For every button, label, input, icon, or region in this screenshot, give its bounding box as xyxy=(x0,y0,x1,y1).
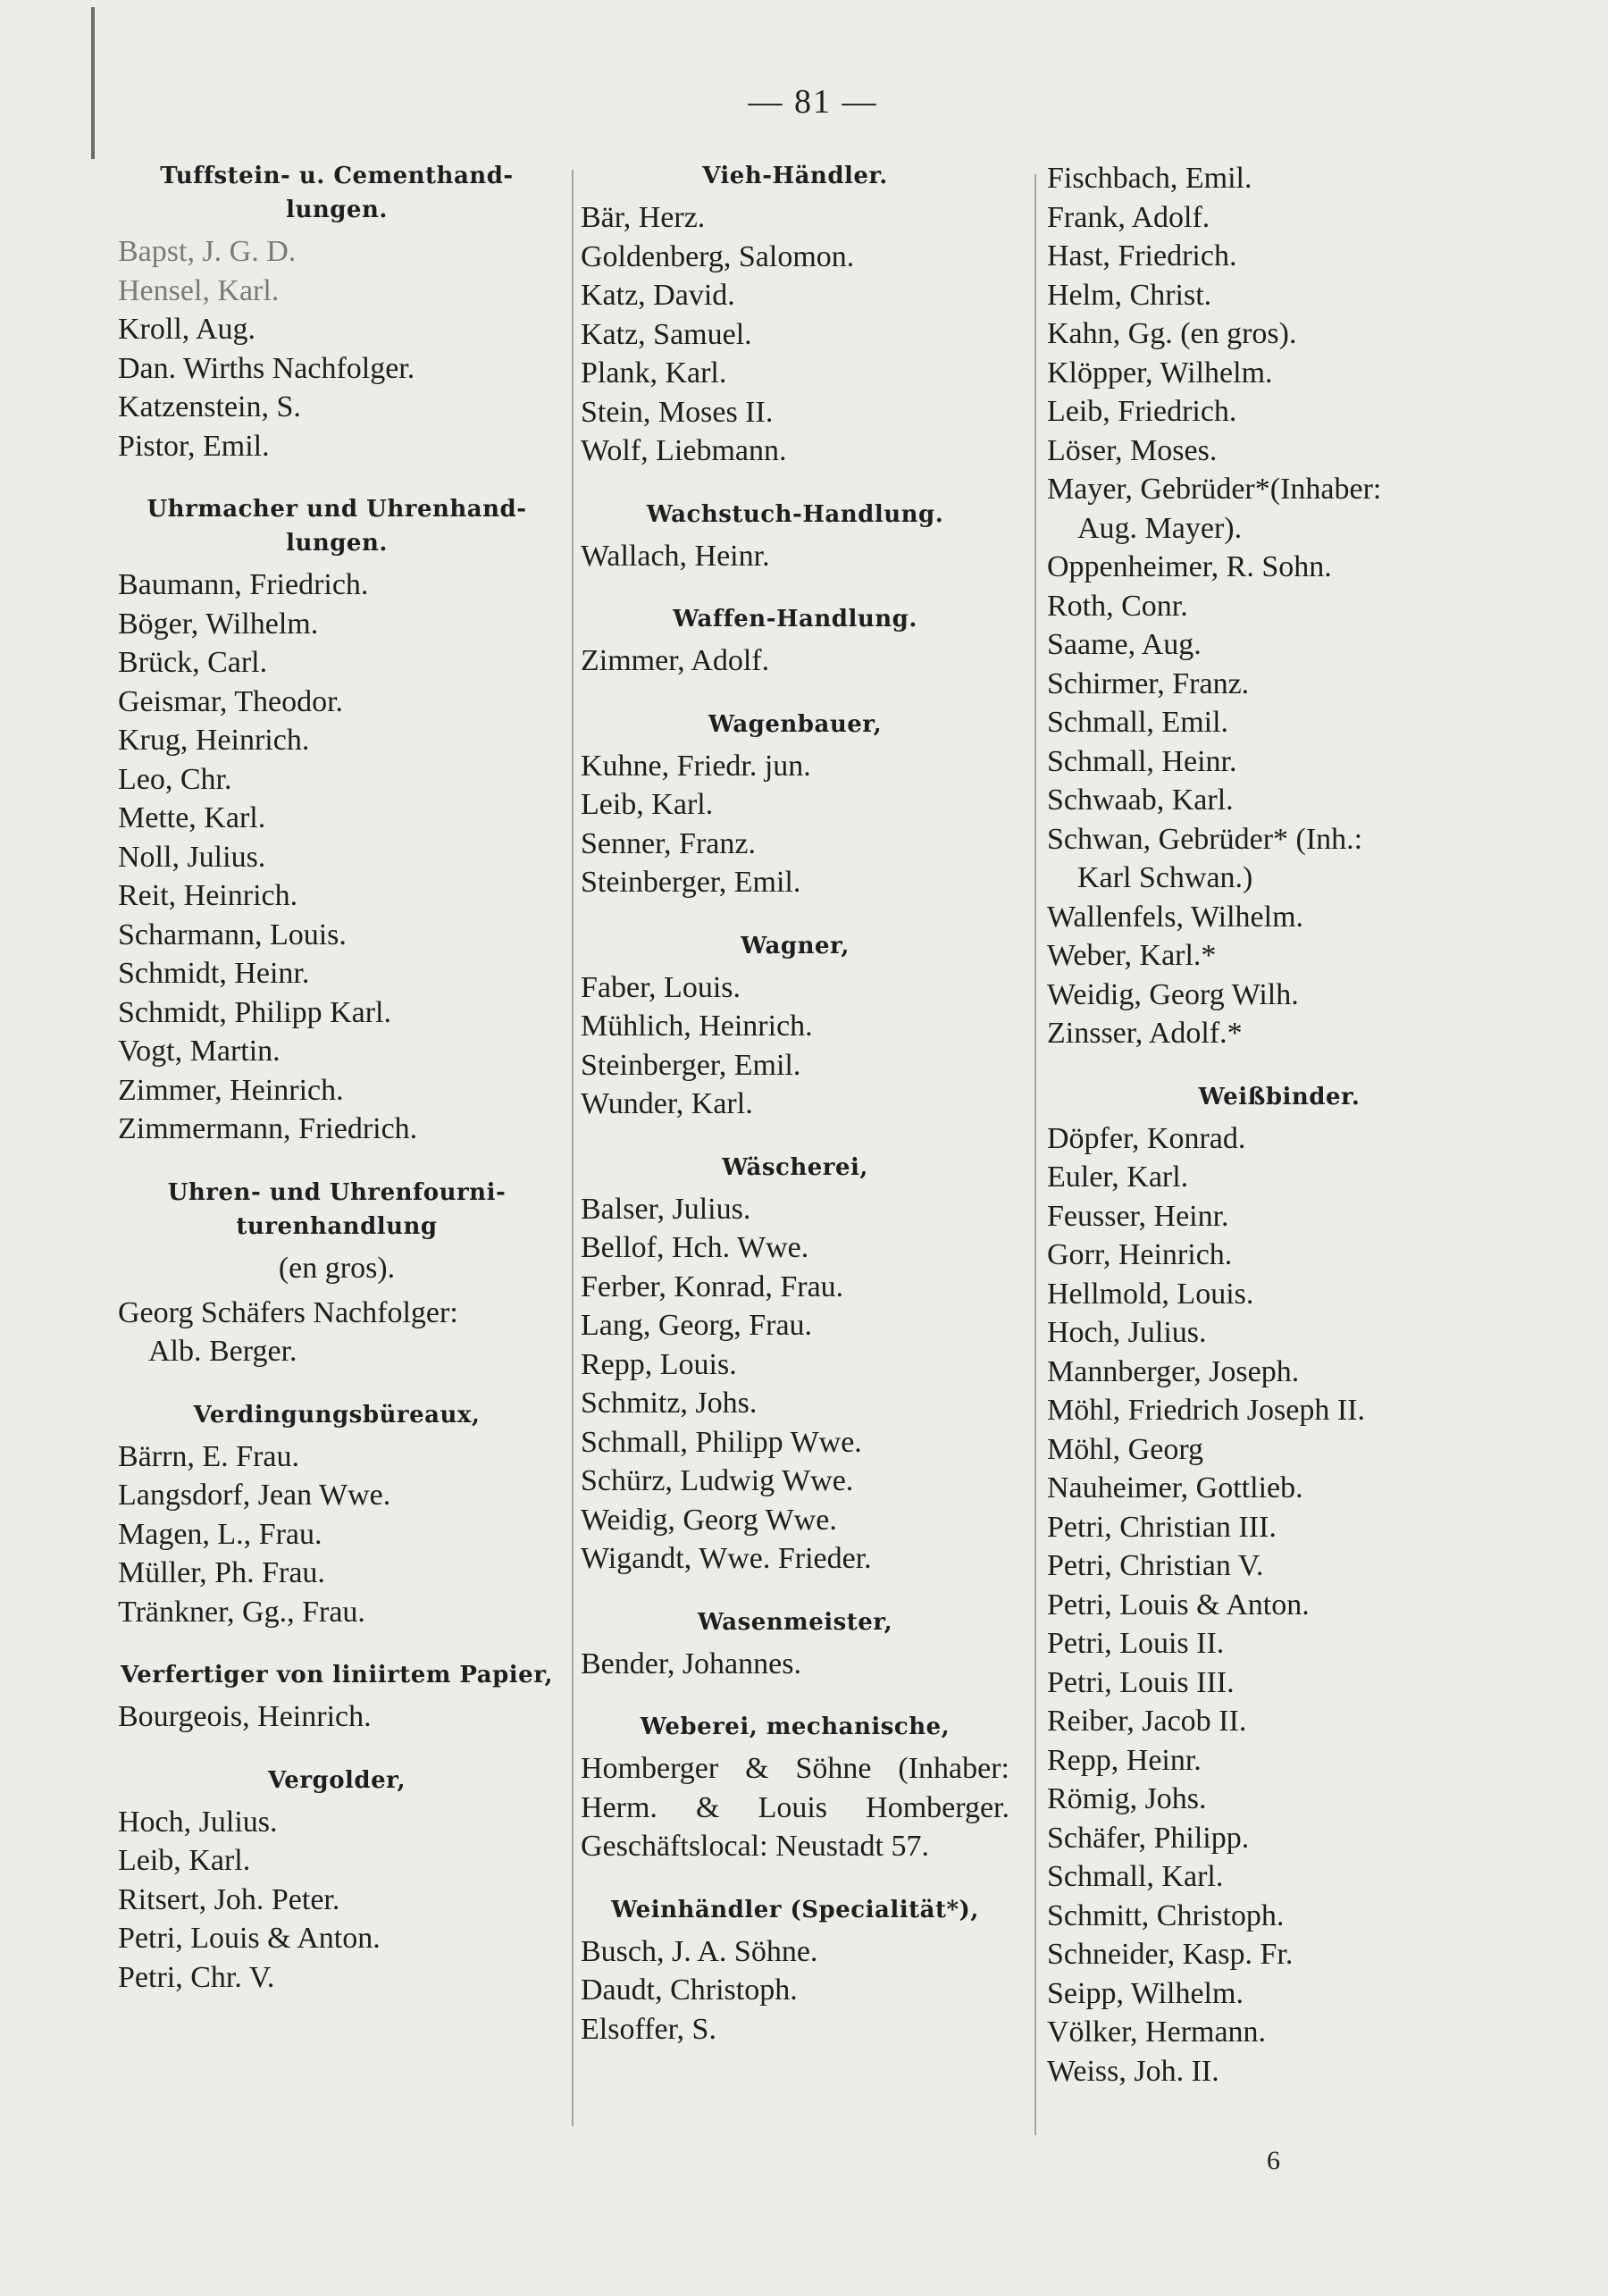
list-item: Busch, J. A. Söhne. xyxy=(581,1934,818,1968)
list-item: Aug. Mayer). xyxy=(1077,511,1243,545)
list-item: Brück, Carl. xyxy=(118,646,268,679)
entry-list xyxy=(581,198,1009,471)
list-item: Helm, Christ. xyxy=(1047,278,1212,312)
section-heading: Wasenmeister, xyxy=(697,1608,893,1636)
list-item: Reit, Heinrich. xyxy=(118,879,298,912)
list-item: Weidig, Georg Wilh. xyxy=(1047,977,1299,1011)
list-item: Frank, Adolf. xyxy=(1047,200,1210,234)
entry-list xyxy=(118,566,556,1149)
entry-list xyxy=(118,1294,556,1371)
list-item: Katzenstein, S. xyxy=(118,390,301,423)
page-edge-shadow xyxy=(91,7,95,159)
list-item: Schmitt, Christoph. xyxy=(1047,1898,1285,1932)
section-uhrmacher xyxy=(118,492,556,1149)
list-item: Schmidt, Philipp Karl. xyxy=(118,995,391,1029)
list-item: Petri, Louis II. xyxy=(1047,1627,1225,1660)
list-item: Mannberger, Joseph. xyxy=(1047,1354,1300,1388)
section-heading: Tuffstein- u. Cementhand-lungen. xyxy=(160,163,514,223)
list-item: Bender, Johannes. xyxy=(581,1647,801,1680)
column-rule-left xyxy=(572,170,574,2126)
list-item: Katz, David. xyxy=(581,279,735,312)
list-item: Petri, Chr. V. xyxy=(118,1960,275,1994)
section-heading: Vergolder, xyxy=(267,1766,406,1794)
list-item: Baumann, Friedrich. xyxy=(118,568,369,601)
section-wagner xyxy=(581,929,1009,1124)
section-weinhaendler-continued xyxy=(1047,159,1512,1053)
section-wagenbauer xyxy=(581,708,1009,902)
list-item: Steinberger, Emil. xyxy=(581,1048,801,1082)
list-item: Bourgeois, Heinrich. xyxy=(118,1700,372,1733)
list-item: Alb. Berger. xyxy=(148,1335,297,1368)
list-item: Reiber, Jacob II. xyxy=(1047,1705,1247,1738)
section-heading: Wagner, xyxy=(741,932,850,959)
list-item: Böger, Wilhelm. xyxy=(118,607,319,641)
list-item: Schmall, Philipp Wwe. xyxy=(581,1425,862,1459)
section-heading: Weißbinder. xyxy=(1198,1083,1361,1110)
section-weberei xyxy=(581,1710,1009,1866)
list-item: Leib, Karl. xyxy=(581,788,714,821)
list-item: Karl Schwan.) xyxy=(1077,861,1253,894)
list-item: Gorr, Heinrich. xyxy=(1047,1238,1233,1271)
list-item: Euler, Karl. xyxy=(1047,1161,1189,1194)
list-item: Ritsert, Joh. Peter. xyxy=(118,1882,340,1916)
list-item: Daudt, Christoph. xyxy=(581,1973,798,2007)
entry-list xyxy=(581,1749,1009,1866)
signature-mark: 6 xyxy=(1267,2146,1280,2175)
section-heading: Uhren- und Uhrenfourni-turenhandlung xyxy=(167,1178,507,1240)
list-item: Möhl, Georg xyxy=(1047,1432,1204,1466)
list-item: Steinberger, Emil. xyxy=(581,866,801,899)
list-item: Schwaab, Karl. xyxy=(1047,783,1234,817)
list-item: Leib, Karl. xyxy=(118,1844,251,1877)
list-item: Petri, Christian V. xyxy=(1047,1549,1264,1582)
list-item: Balser, Julius. xyxy=(581,1192,751,1226)
list-item: Petri, Christian III. xyxy=(1047,1510,1277,1544)
list-item: Saame, Aug. xyxy=(1047,628,1202,661)
list-item: Stein, Moses II. xyxy=(581,395,774,429)
list-item: Geismar, Theodor. xyxy=(118,684,344,718)
list-item: Schmall, Emil. xyxy=(1047,706,1229,739)
list-item: Homberger & Söhne (Inhaber: Herm. & Louis Homberger. Geschäftslocal: Neustadt 57. xyxy=(581,1752,1009,1863)
entry-list xyxy=(118,232,556,465)
list-item: Hast, Friedrich. xyxy=(1047,239,1237,272)
entry-list xyxy=(118,1697,556,1737)
list-item: Wallenfels, Wilhelm. xyxy=(1047,900,1304,934)
list-item: Langsdorf, Jean Wwe. xyxy=(118,1479,391,1512)
section-verdingungsbureaux xyxy=(118,1398,556,1632)
section-weissbinder xyxy=(1047,1080,1512,2091)
list-item: Mühlich, Heinrich. xyxy=(581,1010,813,1043)
list-item: Zimmer, Adolf. xyxy=(581,644,770,677)
list-item: Hellmold, Louis. xyxy=(1047,1277,1254,1311)
section-heading: Wäscherei, xyxy=(722,1153,868,1181)
list-item: Zimmer, Heinrich. xyxy=(118,1073,344,1107)
list-item: Weiss, Joh. II. xyxy=(1047,2054,1219,2088)
list-item: Magen, L., Frau. xyxy=(118,1517,322,1551)
list-item: Schwan, Gebrüder* (Inh.: xyxy=(1047,822,1363,856)
entry-list xyxy=(581,537,1009,576)
list-item: Bellof, Hch. Wwe. xyxy=(581,1231,809,1264)
section-heading: Vieh-Händler. xyxy=(702,163,888,189)
list-item: Zimmermann, Friedrich. xyxy=(118,1112,418,1145)
list-item: Römig, Johs. xyxy=(1047,1782,1207,1815)
list-item: Senner, Franz. xyxy=(581,826,756,860)
section-heading: Weberei, mechanische, xyxy=(640,1714,951,1740)
list-item: Krug, Heinrich. xyxy=(118,724,310,757)
list-item: Noll, Julius. xyxy=(118,840,266,874)
section-note: (en gros). xyxy=(278,1251,396,1285)
entry-list xyxy=(581,1932,1009,2049)
section-waffen xyxy=(581,602,1009,681)
list-item: Faber, Louis. xyxy=(581,970,741,1004)
entry-list xyxy=(581,641,1009,681)
list-item: Ferber, Konrad, Frau. xyxy=(581,1270,844,1303)
list-item: Wigandt, Wwe. Frieder. xyxy=(581,1542,872,1575)
list-item: Schmitz, Johs. xyxy=(581,1387,758,1420)
section-vergolder xyxy=(118,1764,556,1998)
list-item: Schirmer, Franz. xyxy=(1047,666,1250,700)
column-rule-right xyxy=(1034,174,1036,2135)
list-item: Repp, Heinr. xyxy=(1047,1743,1202,1777)
list-item: Katz, Samuel. xyxy=(581,317,752,351)
list-item: Pistor, Emil. xyxy=(118,429,270,463)
list-item: Petri, Louis & Anton. xyxy=(118,1922,381,1955)
list-item: Mayer, Gebrüder*(Inhaber: xyxy=(1047,473,1382,506)
section-waescherei xyxy=(581,1151,1009,1579)
section-heading: Wachstuch-Handlung. xyxy=(646,500,944,528)
section-heading: Weinhändler (Specialität*), xyxy=(611,1896,979,1923)
directory-column-2 xyxy=(581,159,1009,2075)
list-item: Repp, Louis. xyxy=(581,1347,737,1381)
list-item: Mette, Karl. xyxy=(118,801,266,834)
list-item: Leib, Friedrich. xyxy=(1047,395,1237,428)
entry-list xyxy=(118,1437,556,1632)
list-item: Petri, Louis III. xyxy=(1047,1665,1235,1699)
entry-list xyxy=(581,968,1009,1124)
section-vieh-haendler xyxy=(581,159,1009,471)
section-wachstuch xyxy=(581,498,1009,576)
page-number: — 81 — xyxy=(748,83,878,121)
list-item: Lang, Georg, Frau. xyxy=(581,1309,813,1342)
entry-list xyxy=(1047,159,1512,1053)
list-item: Dan. Wirths Nachfolger. xyxy=(118,351,415,385)
list-item: Hoch, Julius. xyxy=(118,1805,278,1839)
list-item: Bapst, J. G. D. xyxy=(118,235,297,268)
list-item: Petri, Louis & Anton. xyxy=(1047,1588,1310,1621)
list-item: Schäfer, Philipp. xyxy=(1047,1821,1250,1855)
list-item: Völker, Hermann. xyxy=(1047,2015,1267,2049)
list-item: Zinsser, Adolf.* xyxy=(1047,1017,1243,1050)
list-item: Fischbach, Emil. xyxy=(1047,162,1252,195)
list-item: Klöpper, Wilhelm. xyxy=(1047,356,1273,390)
list-item: Schmidt, Heinr. xyxy=(118,957,310,990)
list-item: Löser, Moses. xyxy=(1047,433,1218,467)
section-heading: Uhrmacher und Uhrenhand-lungen. xyxy=(147,496,527,557)
list-item: Oppenheimer, R. Sohn. xyxy=(1047,550,1332,583)
list-item: Schürz, Ludwig Wwe. xyxy=(581,1464,854,1497)
list-item: Nauheimer, Gottlieb. xyxy=(1047,1471,1303,1504)
entry-list xyxy=(1047,1119,1512,2091)
list-item: Wallach, Heinr. xyxy=(581,539,770,573)
list-item: Bär, Herz. xyxy=(581,201,706,234)
section-heading: Verdingungsbüreaux, xyxy=(193,1401,481,1429)
section-heading: Waffen-Handlung. xyxy=(673,606,917,633)
list-item: Weidig, Georg Wwe. xyxy=(581,1503,837,1537)
list-item: Plank, Karl. xyxy=(581,356,727,390)
list-item: Schneider, Kasp. Fr. xyxy=(1047,1938,1294,1971)
list-item: Roth, Conr. xyxy=(1047,589,1188,623)
list-item: Müller, Ph. Frau. xyxy=(118,1556,325,1589)
directory-column-1 xyxy=(118,159,556,2024)
list-item: Schmall, Heinr. xyxy=(1047,744,1237,778)
entry-list xyxy=(118,1803,556,1998)
list-item: Möhl, Friedrich Joseph II. xyxy=(1047,1394,1366,1427)
list-item: Weber, Karl.* xyxy=(1047,939,1217,972)
section-tuffstein xyxy=(118,159,556,465)
section-uhren-fournituren xyxy=(118,1176,556,1371)
list-item: Wolf, Liebmann. xyxy=(581,434,787,467)
entry-list xyxy=(581,1190,1009,1579)
list-item: Georg Schäfers Nachfolger: xyxy=(118,1295,458,1329)
list-item: Seipp, Wilhelm. xyxy=(1047,1976,1244,2010)
list-item: Hensel, Karl. xyxy=(118,273,280,307)
directory-column-3 xyxy=(1047,159,1512,2117)
entry-list xyxy=(581,1645,1009,1684)
list-item: Goldenberg, Salomon. xyxy=(581,239,855,273)
list-item: Elsoffer, S. xyxy=(581,2012,716,2046)
entry-list xyxy=(581,747,1009,902)
list-item: Vogt, Martin. xyxy=(118,1035,281,1068)
list-item: Kroll, Aug. xyxy=(118,313,255,346)
section-liniirtes-papier xyxy=(118,1658,556,1737)
list-item: Wunder, Karl. xyxy=(581,1087,753,1120)
list-item: Schmall, Karl. xyxy=(1047,1860,1224,1893)
list-item: Hoch, Julius. xyxy=(1047,1316,1207,1349)
list-item: Feusser, Heinr. xyxy=(1047,1199,1229,1233)
section-wasenmeister xyxy=(581,1605,1009,1684)
list-item: Kahn, Gg. (en gros). xyxy=(1047,317,1297,350)
list-item: Kuhne, Friedr. jun. xyxy=(581,749,811,783)
list-item: Tränkner, Gg., Frau. xyxy=(118,1595,365,1629)
section-heading: Wagenbauer, xyxy=(708,710,883,738)
list-item: Döpfer, Konrad. xyxy=(1047,1121,1246,1155)
list-item: Bärrn, E. Frau. xyxy=(118,1439,300,1473)
list-item: Leo, Chr. xyxy=(118,762,232,796)
section-heading: Verfertiger von liniirtem Papier, xyxy=(120,1662,554,1688)
list-item: Scharmann, Louis. xyxy=(118,918,347,951)
section-weinhaendler xyxy=(581,1893,1009,2049)
